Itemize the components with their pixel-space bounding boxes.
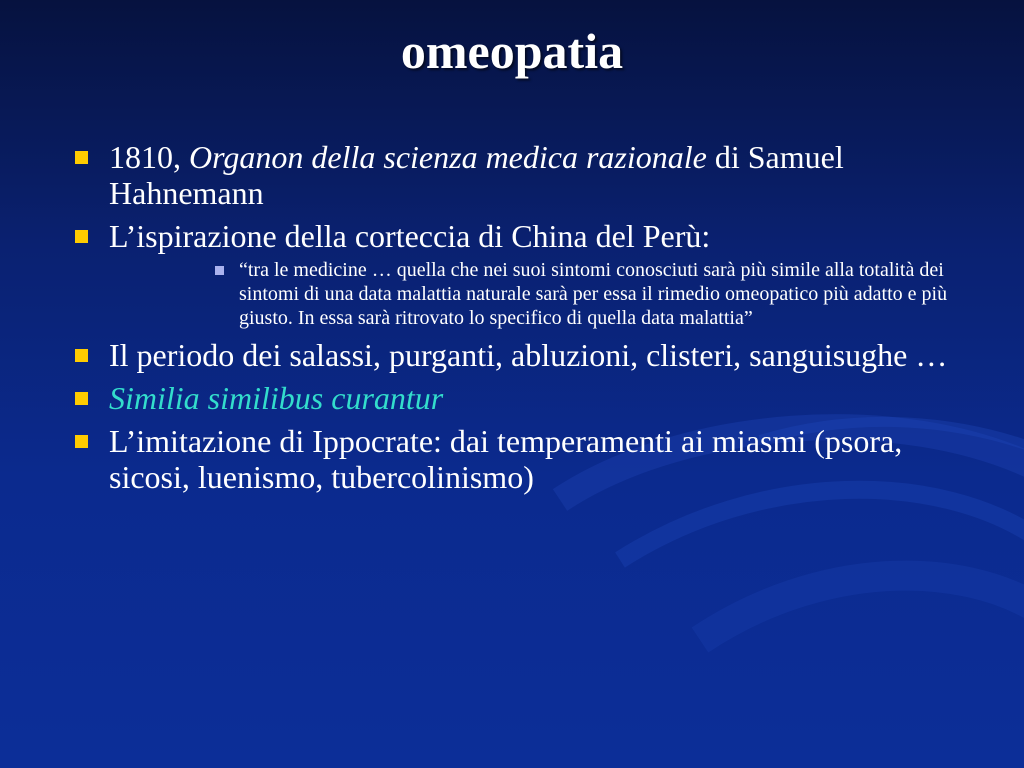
- sub-bullet-list: [109, 258, 972, 330]
- latin-motto-text: Similia similibus curantur: [109, 380, 444, 416]
- bullet-item-china: [72, 218, 972, 330]
- square-sub-bullet-icon: [215, 266, 224, 275]
- bullet-item-salassi: [72, 337, 972, 373]
- square-bullet-icon: [75, 151, 88, 164]
- bullet-text: L’imitazione di Ippocrate: dai temperamenti ai miasmi (psora, sicosi, luenismo, tubercolinismo): [109, 423, 903, 495]
- bullet-item-ippocrate: [72, 423, 972, 495]
- bullet-text: L’ispirazione della corteccia di China del Perù:: [109, 218, 711, 254]
- quote-text: “tra le medicine … quella che nei suoi sintomi conosciuti sarà più simile alla totalità dei sintomi di una data malattia naturale sarà per essa il rimedio omeopatico più adatto e più giusto. In essa sarà ritrovato lo specifico di quella data malattia”: [239, 259, 948, 329]
- slide-title: omeopatia: [400, 23, 624, 79]
- square-bullet-icon: [75, 349, 88, 362]
- square-bullet-icon: [75, 230, 88, 243]
- square-bullet-icon: [75, 392, 88, 405]
- bullet-list: [72, 139, 972, 502]
- book-title-italic: Organon della scienza medica razionale: [189, 139, 707, 175]
- sub-bullet-quote: [213, 258, 974, 330]
- bullet-text-prefix: 1810,: [109, 139, 189, 175]
- bullet-item-organon: [72, 139, 972, 211]
- bullet-text: Il periodo dei salassi, purganti, abluzioni, clisteri, sanguisughe …: [109, 337, 948, 373]
- bullet-text-suffix: di Samuel Hahnemann: [109, 139, 844, 211]
- square-bullet-icon: [75, 435, 88, 448]
- bullet-item-similia: [72, 380, 972, 416]
